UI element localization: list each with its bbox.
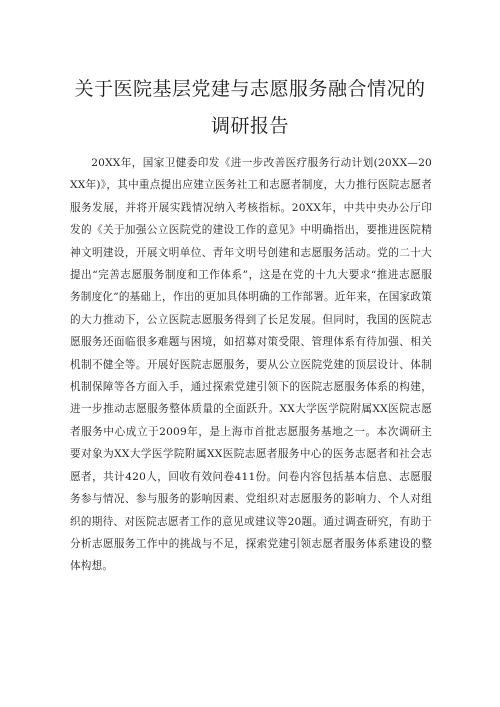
body-paragraph: 20XX年，国家卫健委印发《进一步改善医疗服务行动计划(20XX—20XX年)》，其中重点提出应建立医务社工和志愿者制度，大力推行医院志愿者服务发展，并将开展实践情况纳入考核指标。20XX年，中共中央办公厅印发的《关于加强公立医院党的建设工作的意见》中明确指出，要推进医院精神文明建设，开展文明单位、青年文明号创建和志愿服务活动。党的二十大提出“完善志愿服务制度和工作体系”，这是在党的十九大要求“推进志愿服务制度化”的基础上，作出的更加具体明确的工作部署。近年来，在国家政策的大力推动下，公立医院志愿服务得到了长足发展。但同时，我国的医院志愿服务还面临很多难题与困境，如招募对策受限、管理体系有待加强、相关机制不健全等。开展好医院志愿服务，要从公立医院党建的顶层设计、体制机制保障等各方面入手，通过探索党建引领下的医院志愿服务体系的构建，进一步推动志愿服务整体质量的全面跃升。XX大学医学院附属XX医院志愿者服务中心成立于2009年，是上海市首批志愿服务基地之一。本次调研主要对象为XX大学医学院附属XX医院志愿者服务中心的医务志愿者和社会志愿者，共计420人，回收有效问卷411份。问卷内容包括基本信息、志愿服务参与情况、参与服务的影响因素、党组织对志愿服务的影响力、个人对组织的期待、对医院志愿者工作的意见或建议等20题。通过调查研究，有助于分析志愿服务工作中的挑战与不足，探索党建引领志愿者服务体系建设的整体构想。 [70, 157, 432, 573]
document-title-line-2: 调研报告 [210, 115, 289, 137]
document-title-line-1: 关于医院基层党建与志愿服务融合情况的 [74, 78, 426, 100]
